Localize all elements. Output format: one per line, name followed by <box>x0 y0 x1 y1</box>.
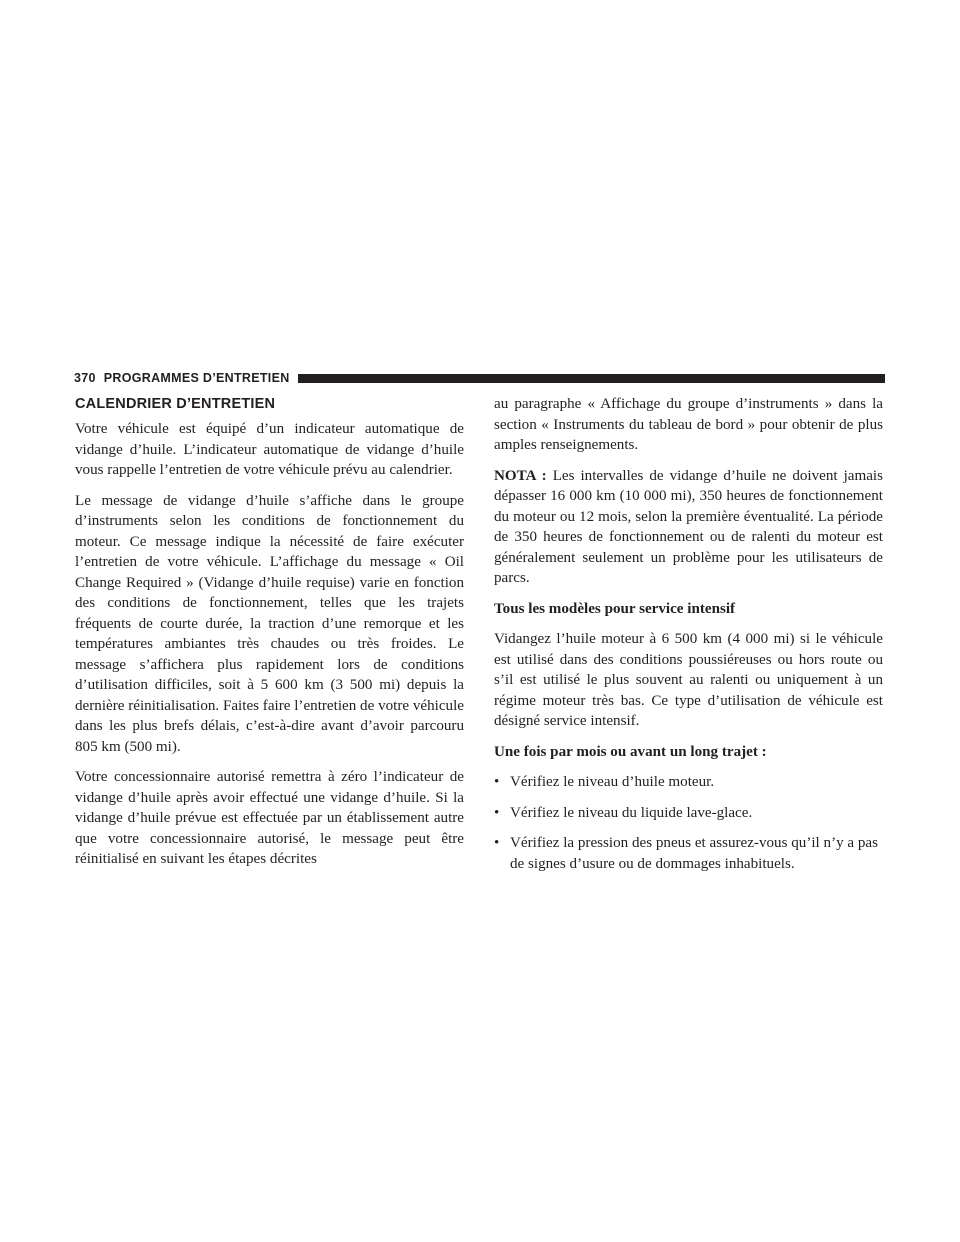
note-label: NOTA : <box>494 467 547 484</box>
list-item-text: Vérifiez la pression des pneus et assurez-vous qu’il n’y a pas de signes d’usure ou de dommages inhabituels. <box>510 835 879 872</box>
right-column <box>494 394 883 884</box>
list-item-text: Vérifiez le niveau du liquide lave-glace. <box>510 804 753 821</box>
bullet-icon: • <box>494 835 500 851</box>
page-header <box>74 370 885 386</box>
note-paragraph <box>494 466 883 589</box>
running-section-title: PROGRAMMES D’ENTRETIEN <box>103 371 290 385</box>
paragraph-heavy-duty: Vidangez l’huile moteur à 6 500 km (4 000 mi) si le véhicule est utilisé dans des conditions poussiéreuses ou hors route ou s’il est utilisé le plus souvent au ralenti ou uniquement à un régime moteur très bas. Ce type d’utilisation de véhicule est désigné service intensif. <box>494 631 883 729</box>
checklist <box>494 772 883 874</box>
monthly-heading: Une fois par mois ou avant un long trajet : <box>494 743 767 760</box>
bullet-icon: • <box>494 774 500 790</box>
heavy-duty-heading: Tous les modèles pour service intensif <box>494 600 736 617</box>
paragraph-continuation: au paragraphe « Affichage du groupe d’instruments » dans la section « Instruments du tableau de bord » pour obtenir de plus amples renseignements. <box>494 396 883 453</box>
header-rule <box>298 374 885 383</box>
list-item <box>494 803 883 824</box>
bullet-icon: • <box>494 804 500 821</box>
list-item-text: Vérifiez le niveau d’huile moteur. <box>510 774 715 790</box>
section-title: CALENDRIER D’ENTRETIEN <box>75 396 276 412</box>
paragraph-reset: Votre concessionnaire autorisé remettra à zéro l’indicateur de vidange d’huile après avoir effectué une vidange d’huile. Si la vidange d’huile prévue est effectuée par un établissement autre que votre concessionnaire autorisé, le message peut être réinitialisé en suivant les étapes décrites <box>75 769 464 867</box>
page-number: 370 <box>74 371 96 385</box>
list-item <box>494 772 883 793</box>
paragraph-intro: Votre véhicule est équipé d’un indicateur automatique de vidange d’huile. L’indicateur automatique de vidange d’huile vous rappelle l’entretien de votre véhicule prévu au calendrier. <box>75 421 464 478</box>
note-text: Les intervalles de vidange d’huile ne doivent jamais dépasser 16 000 km (10 000 mi), 350 heures de fonctionnement du moteur ou 12 mois, selon la première éventualité. La période de 350 heures de fonctionnement ou de ralenti du moteur est généralement seulement un problème pour les utilisateurs de parcs. <box>494 467 883 586</box>
left-column <box>75 394 464 870</box>
paragraph-oil-message: Le message de vidange d’huile s’affiche dans le groupe d’instruments selon les conditions de fonctionnement du moteur. Ce message indique la nécessité de faire exécuter l’entretien de votre véhicule. L’affichage du message « Oil Change Required » (Vidange d’huile requise) varie en fonction des conditions de fonctionnement, telles que les trajets fréquents de courte durée, la traction d’une remorque et les températures ambiantes très chaudes ou très froides. Le message s’affichera plus rapidement lors de conditions d’utilisation difficiles, soit à 5 600 km (3 500 mi) depuis la dernière réinitialisation. Faites faire l’entretien de votre véhicule dans les plus brefs délais, c’est-à-dire avant d’avoir parcouru 805 km (500 mi). <box>75 492 464 755</box>
list-item <box>494 833 883 874</box>
